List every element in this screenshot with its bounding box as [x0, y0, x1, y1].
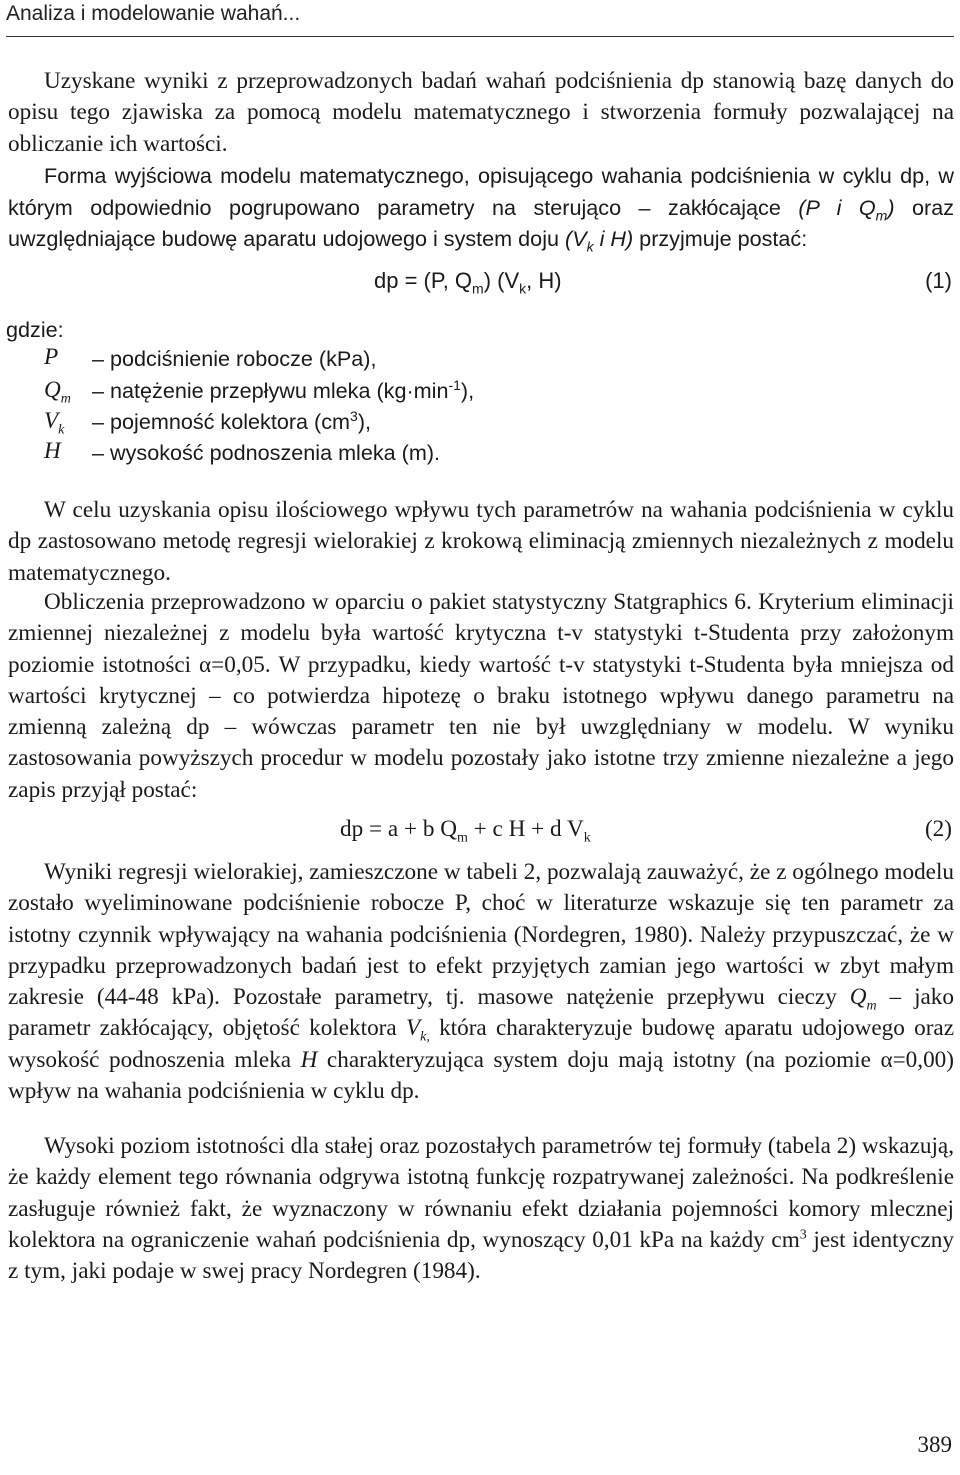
def-0-sym: P: [44, 344, 59, 370]
p4-text-1: Obliczenia przeprowadzono w oparciu o pakiet statystyczny Statgraphics 6. Kryterium eliminacji zmiennej niezależnej z modelu była wartość krytyczna t-v statystyki t-Studenta przy założonym poziomie istotności: [8, 589, 954, 678]
p5-alpha: α: [880, 1046, 893, 1073]
p5-var-v: V: [405, 1015, 421, 1042]
def-symbol-qm: [44, 377, 71, 407]
eq1-part-a: dp = (P, Q: [374, 268, 473, 293]
def-1-sym: Q: [44, 377, 61, 403]
header-rule: [6, 36, 954, 37]
def-1-sub: m: [60, 391, 71, 407]
def-desc-qm: [92, 378, 474, 404]
eq1-part-b: ) (V: [483, 268, 520, 293]
p2-sub-m: m: [875, 206, 888, 223]
paragraph-6: [8, 1131, 954, 1287]
def-symbol-h: [44, 438, 61, 465]
def-1-tail: ),: [460, 378, 475, 403]
paragraph-1-text: Uzyskane wyniki z przeprowadzonych badań wahań podciśnienia dp stanowią bazę danych do opisu tego zjawiska za pomocą modelu matematycznego i stworzenia formuły pozwalającej na obliczanie ich wartości.: [8, 68, 954, 157]
p6-text-2: jest identyczny z tym, jaki podaje w swej pracy Nordegren (1984).: [8, 1226, 954, 1285]
equation-2-number: (2): [924, 816, 952, 842]
running-header: Analiza i modelowanie wahań...: [6, 2, 301, 25]
p5-text-1: Wyniki regresji wielorakiej, zamieszczone w tabeli 2, pozwalają zauważyć, że z ogólnego modelu zostało wyeliminowane podciśnienie robocze P, choć w literaturze wskazuje się ten parametr za istotny czynnik wpływający na wahania podciśnienia (Nordegren, 1980). Należy przypuszczać, że w przypadku przeprowadzonych badań jest to efekt przyjętych zamian jego wartości w zbyt małym zakresie (44-48 kPa). Pozostałe parametry, tj. masowe natężenie przepływu cieczy: [8, 859, 954, 1011]
eq1-sub-k: k: [519, 280, 527, 297]
p6-text-1: Wysoki poziom istotności dla stałej oraz pozostałych parametrów tej formuły (tabela 2) wskazują, że każdy element tego równania odgrywa istotną funkcję rozpatrywanej zależności. Na podkreślenie zasługuje również fakt, że wyznaczony w równaniu efekt działania pojemności komory mlecznej kolektora na ograniczenie wahań podciśnienia dp, wynoszący 0,01 kPa na każdy cm: [8, 1133, 954, 1253]
eq1-part-c: , H): [526, 268, 562, 293]
paragraph-5: [8, 857, 954, 1107]
paragraph-4-text: [8, 587, 954, 806]
def-3-sym: H: [44, 438, 61, 464]
p2-var-vk: (V: [565, 226, 587, 252]
p5-var-q: Q: [849, 984, 867, 1011]
page-number: 389: [917, 1432, 952, 1457]
p2-close: ): [887, 194, 895, 220]
paragraph-1: [8, 66, 954, 160]
p4-alpha: α: [199, 651, 212, 678]
paragraph-2: [8, 160, 954, 255]
eq2-part-a: dp = a + b Q: [340, 816, 457, 842]
p2-text-3: przyjmuje postać:: [633, 226, 808, 252]
p5-sub-k: k,: [420, 1030, 430, 1046]
p2-var-p-qm: (P i Q: [798, 194, 876, 220]
def-2-desc: – pojemność kolektora (cm: [92, 409, 351, 434]
def-0-desc: – podciśnienie robocze (kPa),: [92, 346, 377, 371]
def-1-desc: – natężenie przepływu mleka (kg·min: [92, 378, 449, 403]
equation-1: [374, 268, 562, 297]
p5-text-4: charakteryzująca system doju mają istotny (na poziomie: [317, 1046, 881, 1073]
eq2-sub-m: m: [456, 830, 468, 846]
paragraph-3: [8, 495, 954, 589]
def-2-sub: k: [58, 422, 65, 438]
def-2-sym: V: [44, 408, 59, 434]
p4-text-2: =0,05. W przypadku, kiedy wartość t-v statystyki t-Studenta była mniejsza od wartości krytycznej – co potwierdza hipotezę o braku istotnego wpływu danego parametru na zmienną zależną dp – wówczas parametr ten nie był uwzględniany w modelu. W wyniku zastosowania powyższych procedur w modelu pozostały jako istotne trzy zmienne niezależne a jego zapis przyjął postać:: [8, 651, 954, 803]
def-desc-p: [92, 346, 376, 372]
paragraph-4: [8, 587, 954, 806]
p5-text-3: która charakteryzuje budowę aparatu udojowego oraz wysokość podnoszenia mleka: [8, 1015, 954, 1073]
def-2-tail: ),: [357, 409, 372, 434]
paragraph-3-text: W celu uzyskania opisu ilościowego wpływu tych parametrów na wahania podciśnienia w cyklu dp zastosowano metodę regresji wielorakiej z krokową eliminacją zmiennych niezależnych z modelu matematycznego.: [8, 497, 954, 586]
eq2-part-b: + c H + d V: [467, 816, 584, 842]
p2-var-h: i H): [593, 226, 634, 252]
eq2-sub-k: k: [583, 830, 591, 846]
def-3-desc: – wysokość podnoszenia mleka (m).: [92, 440, 441, 465]
def-1-sup: -1: [448, 376, 461, 393]
p2-sub-k: k: [586, 238, 594, 255]
p5-sub-m: m: [866, 998, 877, 1014]
p5-var-h: H: [300, 1046, 318, 1073]
equation-1-number: (1): [925, 268, 952, 293]
paragraph-5-text: [8, 857, 954, 1107]
def-desc-vk: [92, 409, 371, 435]
equation-2: [340, 816, 591, 846]
def-symbol-p: [44, 344, 58, 371]
def-desc-h: [92, 440, 440, 466]
p5-text-2: – jako parametr zakłócający, objętość kolektora: [8, 984, 954, 1042]
p6-sup: 3: [799, 1227, 807, 1243]
p2-text-1: Forma wyjściowa modelu matematycznego, opisującego wahania podciśnienia w cyklu dp, w którym odpowiednio pogrupowano parametry na sterująco – zakłócające: [8, 163, 954, 220]
where-label: gdzie:: [6, 317, 64, 342]
p2-text-2: oraz uwzględniające budowę aparatu udojowego i system doju: [8, 194, 955, 252]
def-2-sup: 3: [350, 407, 358, 424]
p5-text-5: =0,00) wpływ na wahania podciśnienia w cyklu dp.: [8, 1046, 954, 1105]
eq1-sub-m: m: [472, 280, 484, 297]
def-symbol-vk: [44, 408, 65, 438]
paragraph-2-text: [8, 160, 954, 255]
paragraph-6-text: [8, 1131, 954, 1287]
